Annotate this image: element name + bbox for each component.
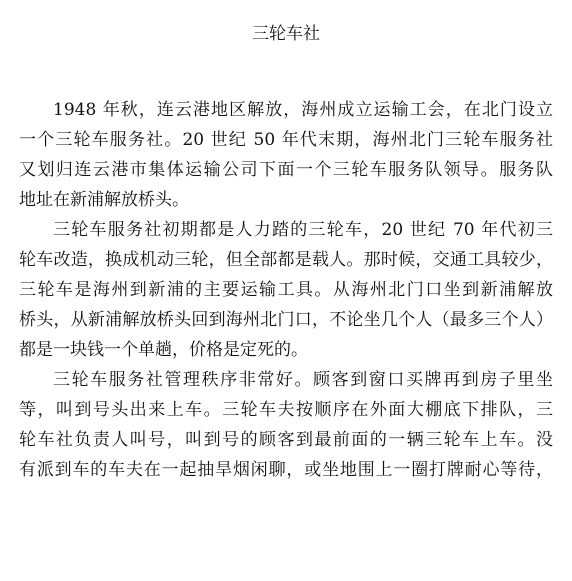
paragraph-line: 三轮车服务社初期都是人力踏的三轮车，20 世纪 70 年代初三 (53, 220, 553, 240)
paragraph-line: 三轮车服务社管理秩序非常好。顾客到窗口买牌再到房子里坐 (53, 370, 553, 390)
paragraph-line: 三轮车是海州到新浦的主要运输工具。从海州北门口坐到新浦解放 (19, 280, 553, 300)
paragraph-line: 又划归连云港市集体运输公司下面一个三轮车服务队领导。服务队 (19, 160, 553, 180)
paragraph-line: 轮车社负责人叫号，叫到号的顾客到最前面的一辆三轮车上车。没 (19, 430, 553, 450)
paragraph-line: 轮车改造，换成机动三轮，但全部都是载人。那时候，交通工具较少， (19, 250, 553, 270)
paragraph-line: 都是一块钱一个单趟，价格是定死的。 (19, 340, 308, 360)
paragraph-line: 1948 年秋，连云港地区解放，海州成立运输工会，在北门设立 (53, 100, 553, 120)
paragraph-line: 等，叫到号头出来上车。三轮车夫按顺序在外面大棚底下排队，三 (19, 400, 553, 420)
paragraph-line: 地址在新浦解放桥头。 (19, 190, 189, 210)
paragraph-line: 有派到车的车夫在一起抽旱烟闲聊，或坐地围上一圈打牌耐心等待， (19, 460, 553, 480)
paragraph-line: 一个三轮车服务社。20 世纪 50 年代末期，海州北门三轮车服务社 (19, 130, 553, 150)
document-title: 三轮车社 (252, 24, 320, 44)
document-body (19, 95, 553, 485)
paragraph-line: 桥头，从新浦解放桥头回到海州北门口，不论坐几个人（最多三个人） (19, 310, 553, 330)
